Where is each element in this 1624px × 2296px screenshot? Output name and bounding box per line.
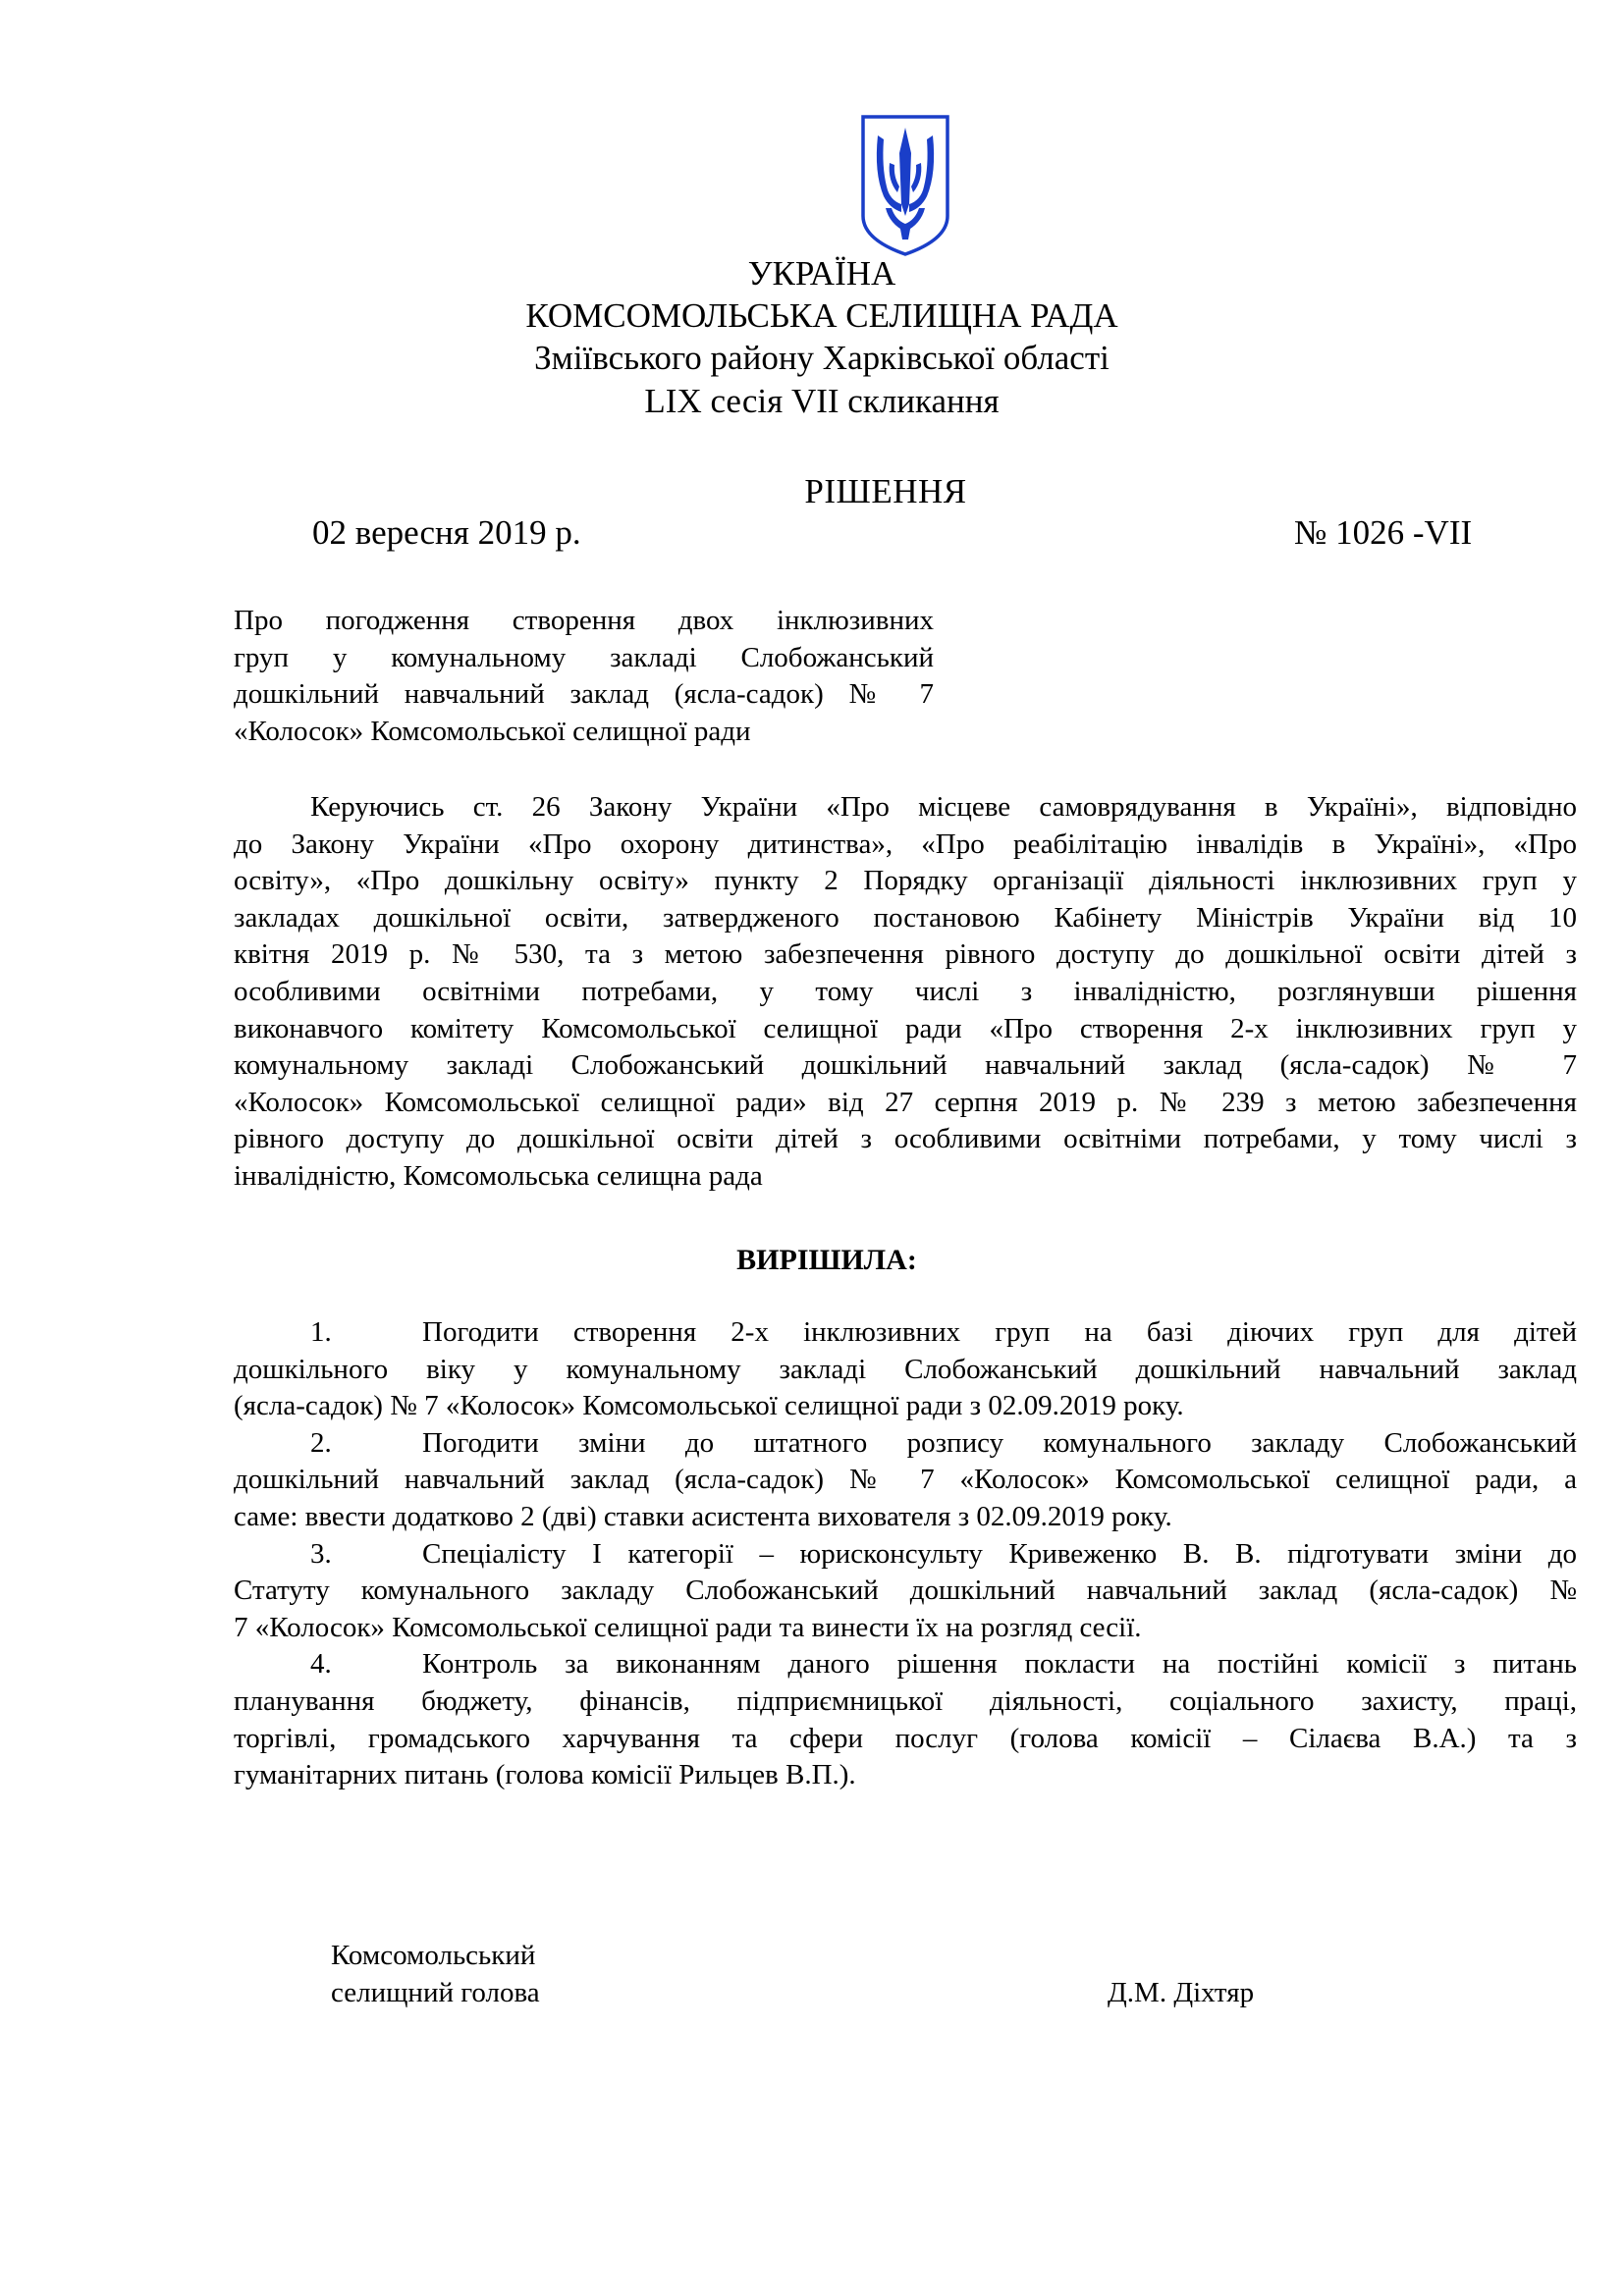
preamble-line: інвалідністю, Комсомольська селищна рада <box>234 1159 763 1192</box>
decision-date: 02 вересня 2019 р. <box>312 513 581 552</box>
district-title: Зміївського району Харківської області <box>534 339 1110 377</box>
decision-number: № 1026 -VII <box>1294 513 1473 552</box>
subject-line: «Колосок» Комсомольської селищної ради <box>234 715 751 747</box>
item-number: 3. <box>310 1537 332 1570</box>
preamble-line: освіту», «Про дошкільну освіту» пункту 2 Порядку організації діяльності інклюзивних груп у <box>234 865 1577 897</box>
list-item-line: Статуту комунального закладу Слобожанський дошкільний навчальний заклад (ясла-садок) № <box>234 1575 1577 1607</box>
list-item-line: планування бюджету, фінансів, підприємницької діяльності, соціального захисту, праці, <box>234 1684 1577 1717</box>
item-number: 2. <box>310 1426 332 1459</box>
country-title: УКРАЇНА <box>747 254 896 293</box>
session-title: LIX сесія VII скликання <box>644 382 1000 420</box>
preamble-line: квітня 2019 р. № 530, та з метою забезпечення рівного доступу до дошкільної освіти дітей з <box>234 938 1577 971</box>
list-item-line: дошкільний навчальний заклад (ясла-садок) № 7 «Колосок» Комсомольської селищної ради, а <box>234 1464 1577 1496</box>
resolved-heading: ВИРІШИЛА: <box>736 1244 917 1276</box>
council-title: КОМСОМОЛЬСЬКА СЕЛИЩНА РАДА <box>525 296 1118 335</box>
subject-line: дошкільний навчальний заклад (ясла-садок) № 7 <box>234 678 934 710</box>
preamble-line: особливими освітніми потребами, у тому числі з інвалідністю, розглянувши рішення <box>234 975 1577 1007</box>
subject-line: груп у комунальному закладі Слобожанський <box>234 641 934 673</box>
coat-of-arms-icon <box>860 114 950 257</box>
preamble-line: «Колосок» Комсомольської селищної ради» від 27 серпня 2019 р. № 239 з метою забезпечення <box>234 1086 1577 1118</box>
signatory-title <box>331 1937 540 2011</box>
preamble-line: Керуючись ст. 26 Закону України «Про місцеве самоврядування в Україні», відповідно <box>310 791 1577 823</box>
item-text: Погодити зміни до штатного розпису комунального закладу Слобожанський <box>422 1426 1577 1459</box>
resolution-items <box>234 1314 1577 1794</box>
document-type: РІШЕННЯ <box>804 472 967 510</box>
item-text: Контроль за виконанням даного рішення покласти на постійні комісії з питань <box>422 1648 1577 1681</box>
item-number: 4. <box>310 1648 332 1681</box>
list-item-line: 7 «Колосок» Комсомольської селищної ради та винести їх на розгляд сесії. <box>234 1611 1142 1643</box>
signatory-name: Д.М. Діхтяр <box>1108 1977 1255 2008</box>
preamble-paragraph <box>234 789 1577 1196</box>
list-item-line <box>234 1425 1577 1463</box>
signatory-title-line: Комсомольський <box>331 1940 536 1971</box>
list-item-line: дошкільного віку у комунальному закладі Слобожанський дошкільний навчальний заклад <box>234 1353 1577 1385</box>
list-item-line: торгівлі, громадського харчування та сфери послуг (голова комісії – Сілаєва В.А.) та з <box>234 1722 1577 1754</box>
list-item-line: (ясла-садок) № 7 «Колосок» Комсомольської селищної ради з 02.09.2019 року. <box>234 1390 1184 1422</box>
subject-line: Про погодження створення двох інклюзивних <box>234 605 934 636</box>
decision-subject <box>234 603 934 750</box>
list-item-line: гуманітарних питань (голова комісії Рильцев В.П.). <box>234 1759 856 1791</box>
item-text: Погодити створення 2-х інклюзивних груп на базі діючих груп для дітей <box>422 1316 1577 1348</box>
preamble-line: виконавчого комітету Комсомольської селищної ради «Про створення 2-х інклюзивних груп у <box>234 1012 1577 1044</box>
signatory-title-line: селищний голова <box>331 1977 540 2008</box>
item-number: 1. <box>310 1316 332 1348</box>
preamble-line: закладах дошкільної освіти, затвердженого постановою Кабінету Міністрів України від 10 <box>234 901 1577 934</box>
list-item-line <box>234 1646 1577 1683</box>
list-item-line <box>234 1314 1577 1352</box>
list-item-line <box>234 1536 1577 1574</box>
preamble-line: до Закону України «Про охорону дитинства», «Про реабілітацію інвалідів в Україні», «Про <box>234 828 1577 860</box>
preamble-line: рівного доступу до дошкільної освіти дітей з особливими освітніми потребами, у тому числі з <box>234 1123 1577 1155</box>
item-text: Спеціалісту I категорії – юрисконсульту Кривеженко В. В. підготувати зміни до <box>422 1537 1577 1570</box>
preamble-line: комунальному закладі Слобожанський дошкільний навчальний заклад (ясла-садок) № 7 <box>234 1049 1577 1082</box>
list-item-line: саме: ввести додатково 2 (дві) ставки асистента вихователя з 02.09.2019 року. <box>234 1500 1172 1532</box>
